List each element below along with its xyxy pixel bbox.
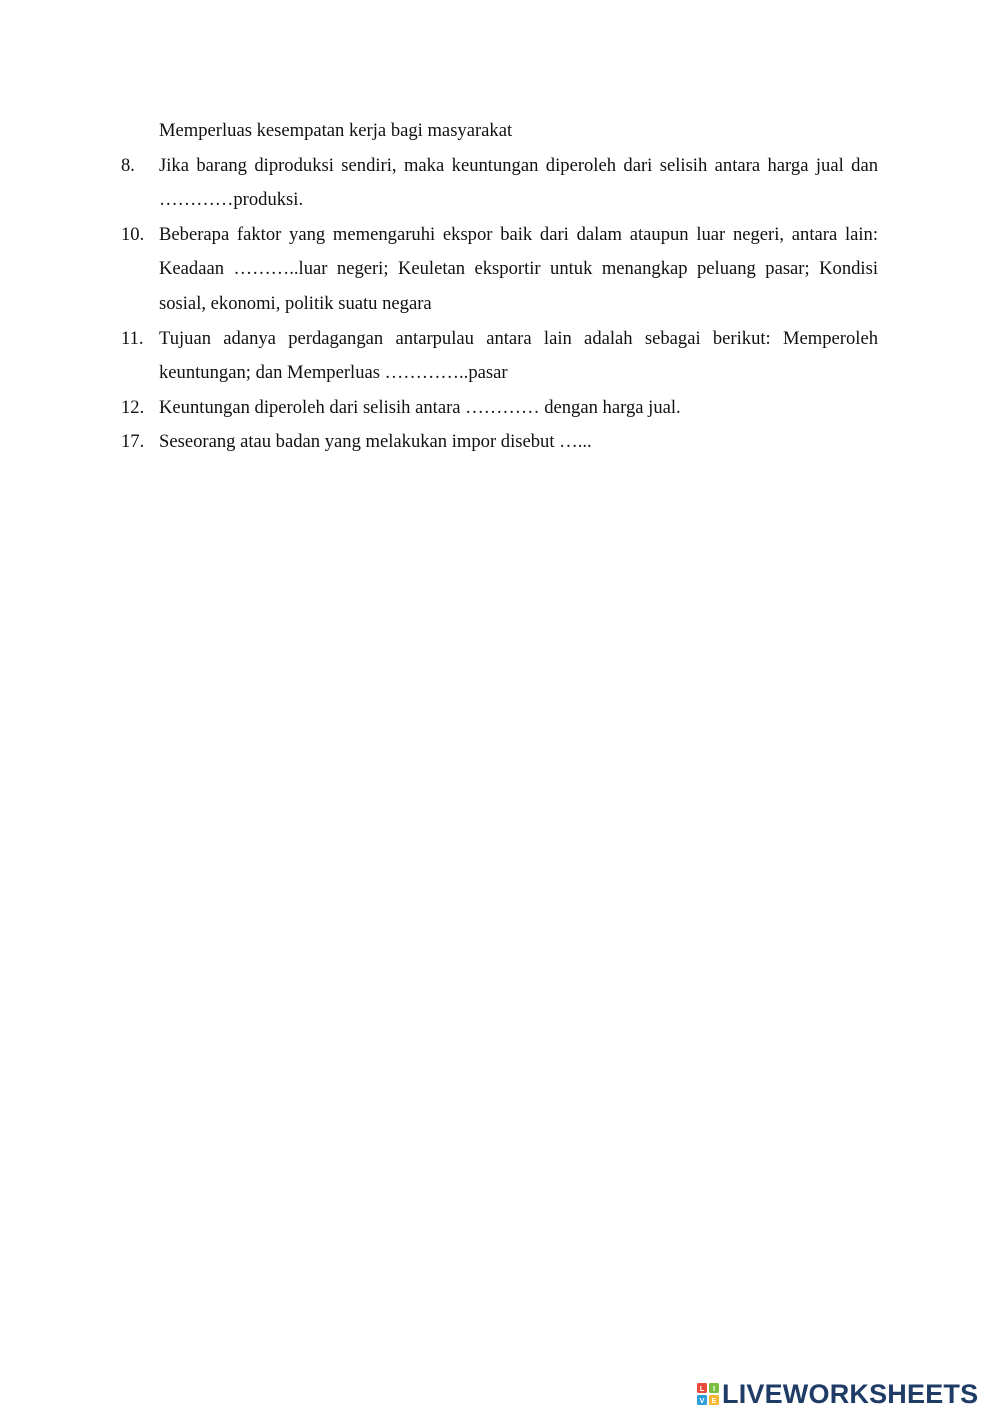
list-item [121, 425, 878, 460]
list-item [121, 149, 878, 218]
logo-letter-l: L [699, 1384, 705, 1393]
item-number: 10. [121, 223, 145, 245]
item-text: Keuntungan diperoleh dari selisih antara ………… dengan harga jual. [159, 396, 681, 418]
list-item [121, 322, 878, 391]
logo-letter-v: V [699, 1396, 705, 1405]
list-item [121, 391, 878, 426]
logo-text: LIVEWORKSHEETS [722, 1378, 979, 1409]
list-item [121, 218, 878, 322]
liveworksheets-logo [697, 1378, 978, 1410]
item-text: Tujuan adanya perdagangan antarpulau antara lain adalah sebagai berikut: Memperoleh keuntungan; dan Memperluas …………..pasar [159, 327, 878, 384]
continued-line: Memperluas kesempatan kerja bagi masyarakat [159, 120, 513, 141]
item-text: Seseorang atau badan yang melakukan impor disebut …... [159, 431, 592, 453]
logo-letter-i: I [712, 1384, 716, 1393]
item-number: 8. [121, 154, 135, 176]
item-text: Beberapa faktor yang memengaruhi ekspor baik dari dalam ataupun luar negeri, antara lain: Keadaan ………..luar negeri; Keuletan eksportir untuk menangkap peluang pasar; Kondisi sosial, ekonomi, politik suatu negara [159, 223, 878, 314]
item-text: Jika barang diproduksi sendiri, maka keuntungan diperoleh dari selisih antara harga jual dan …………produksi. [159, 154, 878, 211]
worksheet-content [121, 114, 878, 460]
logo-letter-e: E [711, 1396, 717, 1405]
live-grid-icon [697, 1383, 719, 1405]
item-number: 11. [121, 327, 144, 349]
item-number: 12. [121, 396, 145, 418]
item-number: 17. [121, 431, 145, 453]
